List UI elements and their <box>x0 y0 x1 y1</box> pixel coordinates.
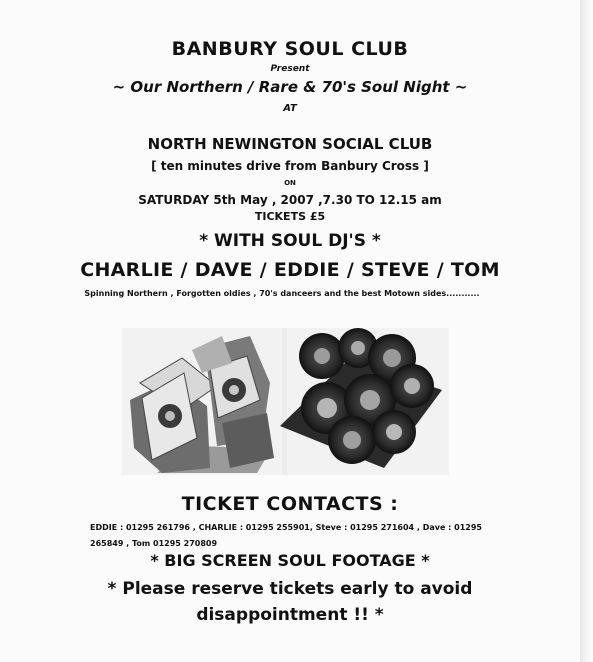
venue-name: NORTH NEWINGTON SOCIAL CLUB <box>147 135 433 153</box>
at-label: AT <box>283 103 297 114</box>
record-sleeves-image <box>122 328 282 475</box>
ticket-price: TICKETS £5 <box>254 210 326 223</box>
vinyl-records-photo <box>122 328 449 475</box>
music-blurb: Spinning Northern , Forgotten oldies , 70's danceers and the best Motown sides........... <box>84 289 480 298</box>
event-date: SATURDAY 5th May , 2007 ,7.30 TO 12.15 am <box>138 193 442 207</box>
djs-heading: * WITH SOUL DJ'S * <box>199 231 381 251</box>
scan-edge <box>580 0 593 662</box>
venue-distance: [ ten minutes drive from Banbury Cross ] <box>151 159 429 173</box>
night-title: ~ Our Northern / Rare & 70's Soul Night ~ <box>112 78 468 96</box>
big-screen-footage: * BIG SCREEN SOUL FOOTAGE * <box>150 551 430 570</box>
club-name: BANBURY SOUL CLUB <box>171 38 409 60</box>
dj-names: CHARLIE / DAVE / EDDIE / STEVE / TOM <box>80 259 500 281</box>
present-label: Present <box>270 64 310 74</box>
ticket-contact-list: EDDIE : 01295 261796 , CHARLIE : 01295 255901, Steve : 01295 271604 , Dave : 01295 265849 , Tom 01295 270809 <box>90 523 482 548</box>
ticket-contacts-heading: TICKET CONTACTS : <box>181 493 399 515</box>
on-label: ON <box>284 179 296 187</box>
reserve-notice: * Please reserve tickets early to avoid disappointment !! * <box>107 579 473 625</box>
vinyl-singles-image <box>280 328 449 475</box>
